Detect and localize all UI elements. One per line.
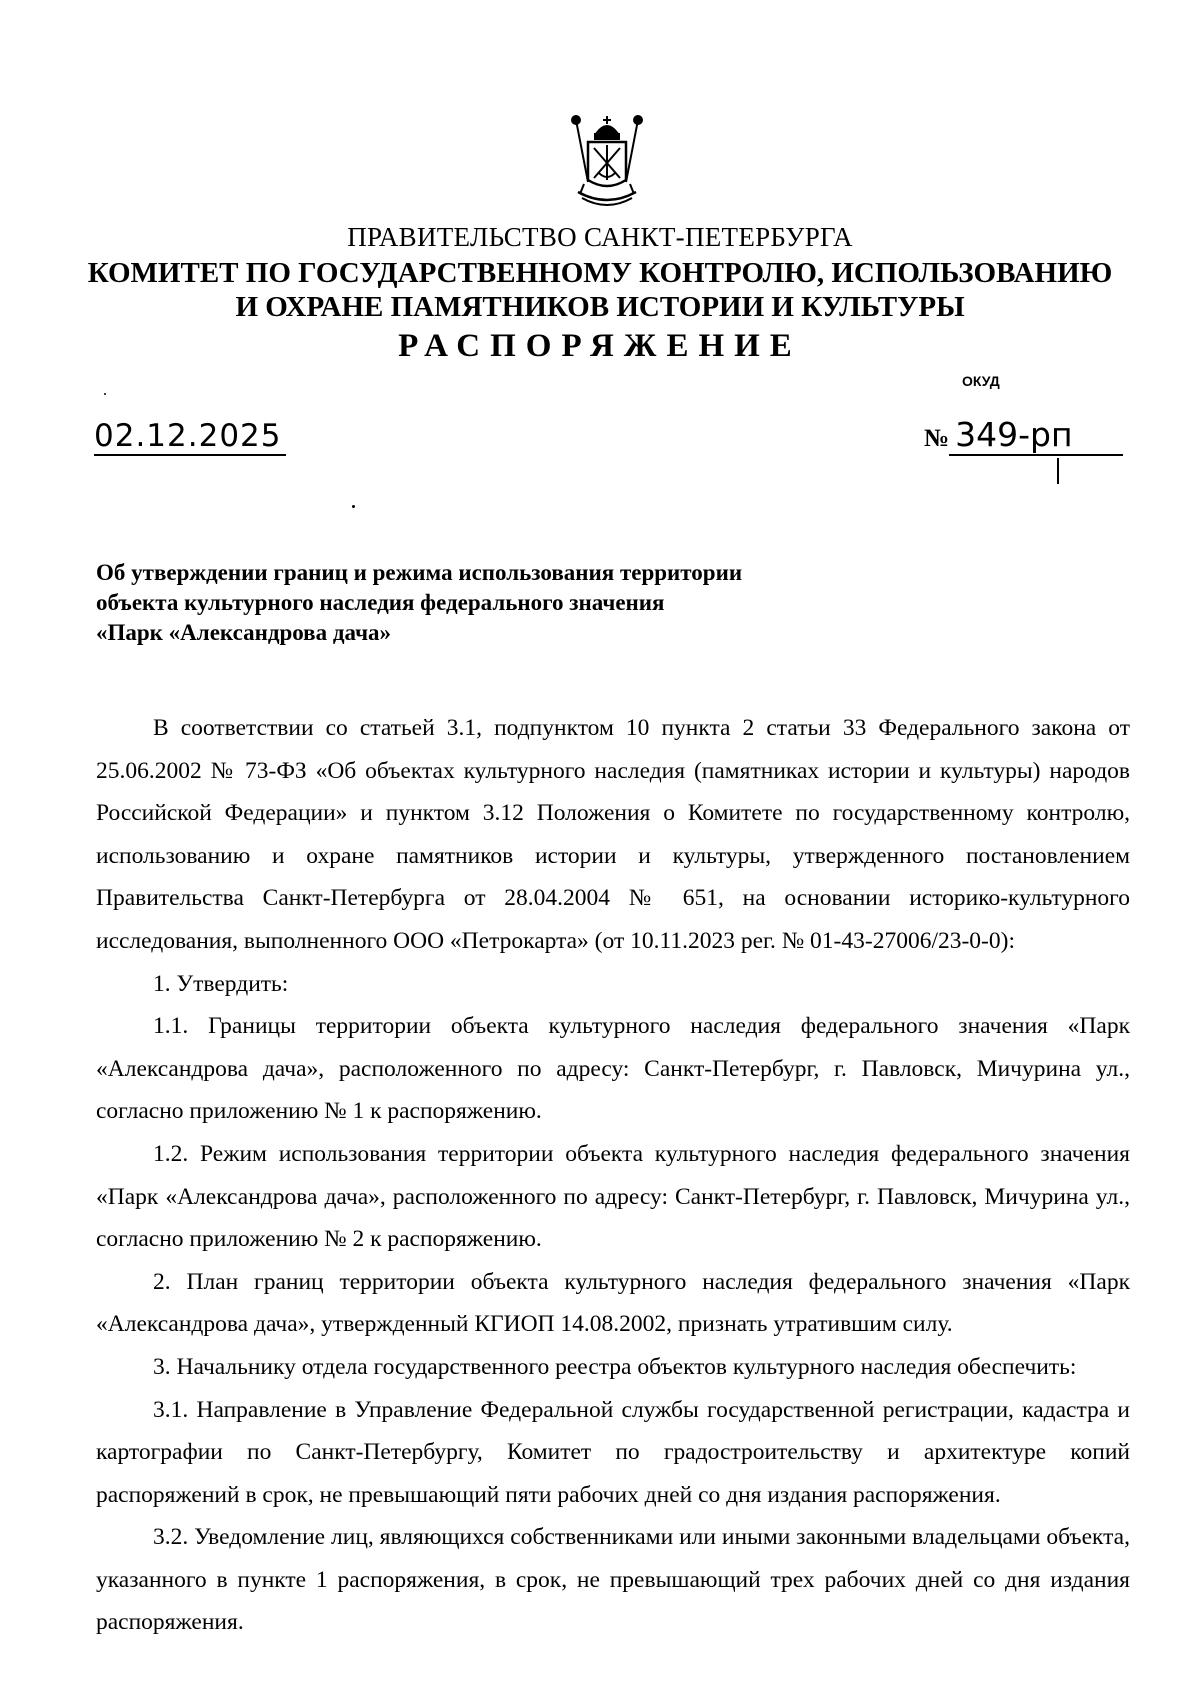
paragraph-item-1-2: 1.2. Режим использования территории объекта культурного наследия федерального значения «Парк «Александрова дача», расположенного по адресу: Санкт-Петербург, г. Павловск, Мичурина ул., согласно приложению № 2 к распоряжению.	[96, 1140, 1130, 1253]
subject-line-3: «Парк «Александрова дача»	[96, 620, 392, 645]
paragraph-item-1: 1. Утвердить:	[153, 970, 289, 997]
paragraph-item-3-2: 3.2. Уведомление лиц, являющихся собственниками или иными законными владельцами объекта, указанного в пункте 1 распоряжения, в срок, не превышающий трех рабочих дней со дня издания распоряжения.	[96, 1524, 1130, 1636]
government-title: ПРАВИТЕЛЬСТВО САНКТ-ПЕТЕРБУРГА	[347, 222, 853, 252]
subject-line-2: объекта культурного наследия федерального значения	[96, 590, 665, 615]
number-sign: №	[924, 425, 950, 452]
okud-label: ОКУД	[962, 373, 1000, 389]
paragraph-item-1-1: 1.1. Границы территории объекта культурного наследия федерального значения «Парк «Александрова дача», расположенного по адресу: Санкт-Петербург, г. Павловск, Мичурина ул., согласно приложению № 1 к распоряжению.	[96, 1013, 1130, 1125]
saint-petersburg-coat-of-arms-icon	[568, 112, 646, 212]
number-underline-tick	[1057, 458, 1059, 484]
document-type-heading: РАСПОРЯЖЕНИЕ	[398, 328, 802, 364]
paragraph-preamble: В соответствии со статьей 3.1, подпунктом 10 пункта 2 статьи 33 Федерального закона от 25.06.2002 № 73-ФЗ «Об объектах культурного наследия (памятниках истории и культуры) народов Российской Федерации» и пунктом 3.12 Положения о Комитете по государственному контролю, использованию и охране памятников истории и культуры, утвержденного постановлением Правительства Санкт-Петербурга от 28.04.2004 № 651, на основании историко-культурного исследования, выполненного ООО «Петрокарта» (от 10.11.2023 рег. № 01-43-27006/23-0-0):	[96, 715, 1130, 954]
number-value: 349-рп	[949, 416, 1123, 456]
committee-title-line-1: КОМИТЕТ ПО ГОСУДАРСТВЕННОМУ КОНТРОЛЮ, ИСПОЛЬЗОВАНИЮ	[87, 257, 1113, 289]
paragraph-item-2: 2. План границ территории объекта культурного наследия федерального значения «Парк «Александрова дача», утвержденный КГИОП 14.08.2002, признать утратившим силу.	[96, 1268, 1130, 1338]
paragraph-item-3-1: 3.1. Направление в Управление Федеральной службы государственной регистрации, кадастра и картографии по Санкт-Петербургу, Комитет по градостроительству и архитектуре копий распоряжений в срок, не превышающий пяти рабочих дней со дня издания распоряжения.	[96, 1396, 1130, 1508]
scan-speck	[352, 505, 355, 508]
scan-speck	[104, 393, 106, 395]
document-subject	[96, 558, 836, 648]
document-number	[924, 416, 1123, 456]
committee-title-line-2: И ОХРАНЕ ПАМЯТНИКОВ ИСТОРИИ И КУЛЬТУРЫ	[235, 291, 965, 323]
document-body	[96, 707, 1130, 1644]
document-date: 02.12.2025	[94, 418, 286, 456]
paragraph-item-3: 3. Начальнику отдела государственного реестра объектов культурного наследия обеспечить:	[153, 1353, 1077, 1380]
subject-line-1: Об утверждении границ и режима использования территории	[96, 560, 743, 585]
